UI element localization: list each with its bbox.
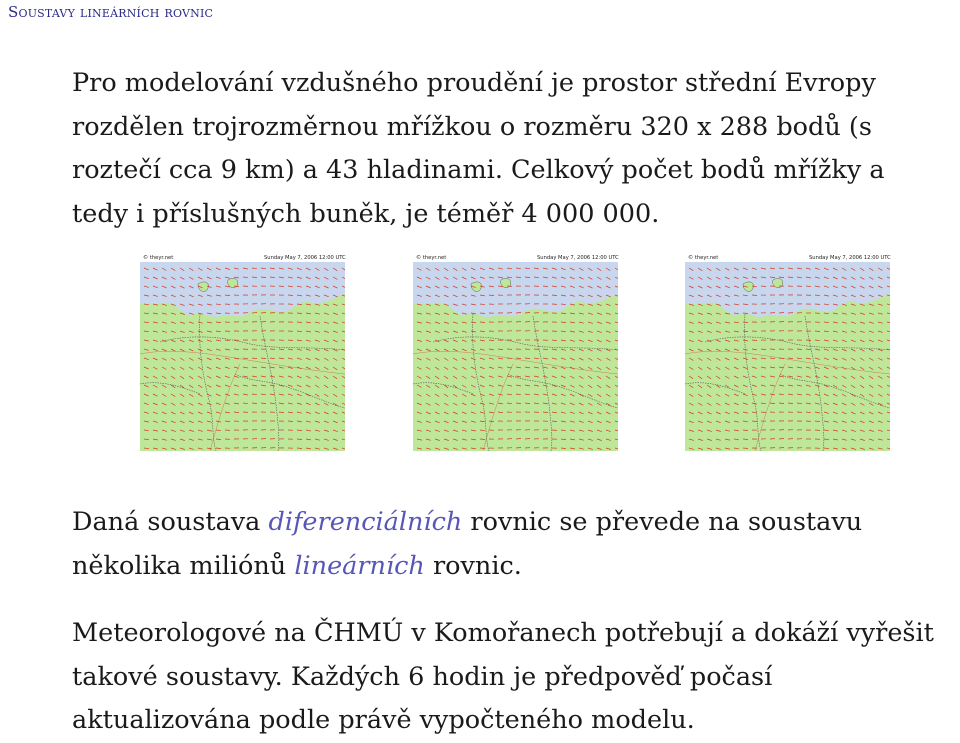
paragraph-system-conversion — [72, 501, 942, 588]
wind-map-2-image — [413, 254, 618, 451]
paragraph-grid-description: Pro modelování vzdušného proudění je prostor střední Evropy rozdělen trojrozměrnou mřížkou o rozměru 320 x 288 bodů (s roztečí cca 9 km) a 43 hladinami. Celkový počet bodů mřížky a tedy i příslušných buněk, je téměř 4 000 000. — [72, 62, 942, 236]
p2-text-1: Daná soustava — [72, 507, 269, 537]
wind-map-1-source: © theyr.net — [143, 255, 173, 261]
wind-map-1-timestamp: Sunday May 7, 2006 12:00 UTC — [264, 255, 346, 261]
emphasis-linear: lineárních — [294, 551, 425, 581]
wind-map-1-image — [140, 254, 345, 451]
paragraph-chmu: Meteorologové na ČHMÚ v Komořanech potřebují a dokáží vyřešit takové soustavy. Každých 6 hodin je předpověď počasí aktualizována podle právě vypočteného modelu. — [72, 612, 942, 743]
emphasis-differential: diferenciálních — [269, 507, 463, 537]
wind-map-3-source: © theyr.net — [688, 255, 718, 261]
wind-map-2 — [413, 254, 618, 451]
wind-map-3 — [685, 254, 890, 451]
wind-map-2-source: © theyr.net — [416, 255, 446, 261]
wind-map-1 — [140, 254, 345, 451]
p2-text-3: rovnic. — [425, 551, 522, 581]
wind-map-3-image — [685, 254, 890, 451]
wind-map-2-timestamp: Sunday May 7, 2006 12:00 UTC — [537, 255, 619, 261]
p2-text-2: rovnic se převede na soustavu několika miliónů — [72, 507, 862, 581]
slide-header: Soustavy lineárních rovnic — [8, 3, 213, 21]
wind-map-3-timestamp: Sunday May 7, 2006 12:00 UTC — [809, 255, 891, 261]
